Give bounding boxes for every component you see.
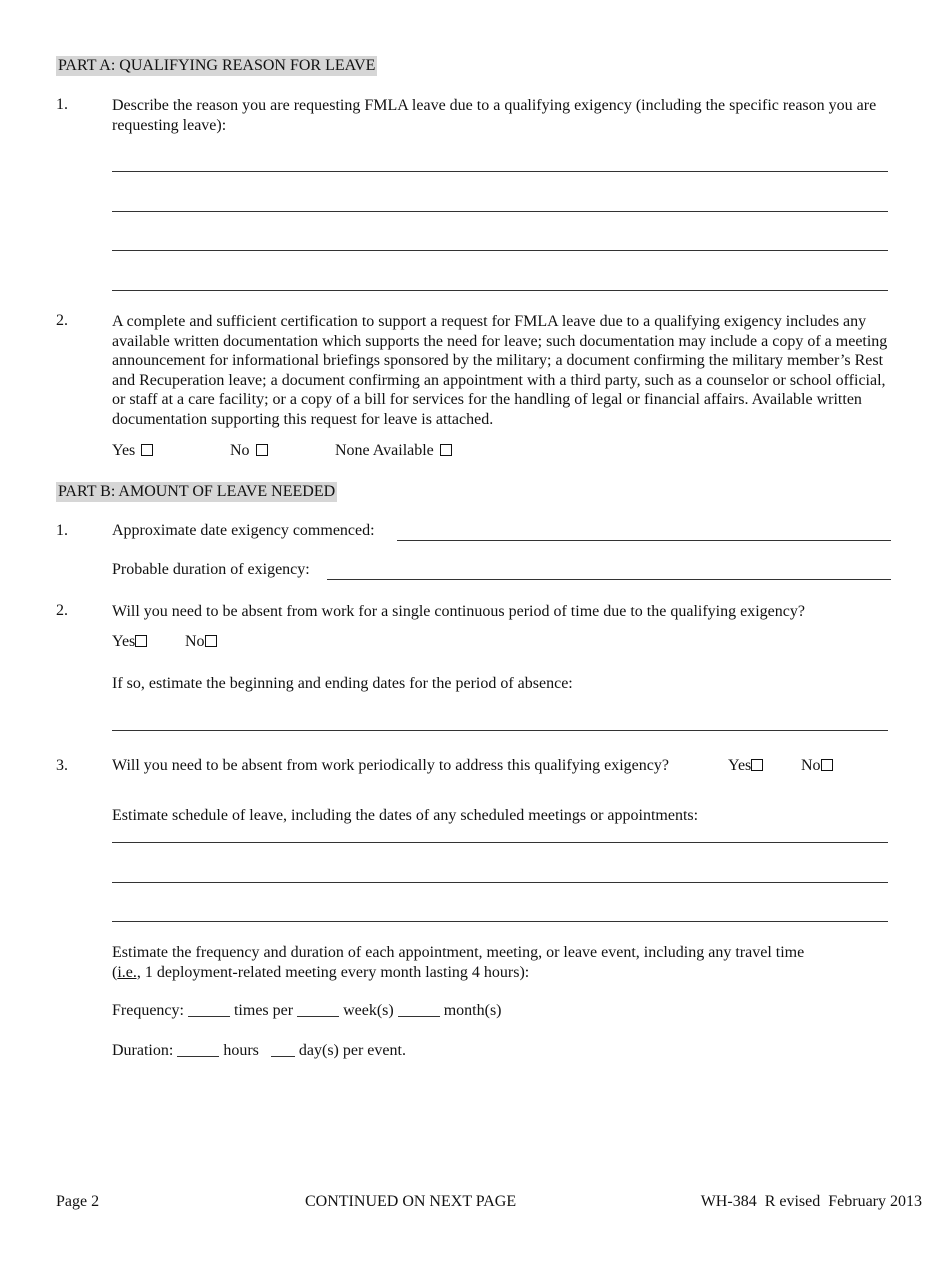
date-commenced-label: Approximate date exigency commenced:: [112, 522, 375, 539]
months-label: month(s): [443, 1002, 502, 1019]
frequency-row: [112, 1002, 502, 1020]
absence-dates-prompt: If so, estimate the beginning and ending dates for the period of absence:: [112, 675, 573, 692]
part-a-q2-text: A complete and sufficient certification to support a request for FMLA leave due to a qualifying exigency includes any available written documentation which supports the need for leave; such documentation may include a copy of a meeting announcement for informational briefings sponsored by the military; a document confirming the military member’s Rest and Recuperation leave; a document confirming an appointment with a third party, such as a counselor or school official, or staff at a care facility; or a copy of a bill for services for the handling of legal or financial affairs. Available written documentation supporting this request for leave is attached.: [112, 313, 888, 428]
no-checkbox[interactable]: [256, 444, 268, 456]
times-field[interactable]: [188, 1002, 230, 1017]
frequency-intro: Estimate the frequency and duration of each appointment, meeting, or leave event, including any travel time: [112, 944, 805, 961]
documentation-none-option[interactable]: [335, 442, 452, 460]
continuous-no-option[interactable]: [185, 633, 217, 651]
yes-checkbox[interactable]: [135, 635, 147, 647]
part-a-q1-text: Describe the reason you are requesting FMLA leave due to a qualifying exigency (including the specific reason you are requesting leave):: [112, 97, 877, 134]
documentation-yes-option[interactable]: [112, 442, 153, 460]
absence-dates-field[interactable]: [112, 730, 888, 731]
answer-line[interactable]: [112, 171, 888, 172]
part-b-q2-number: 2.: [56, 602, 68, 619]
date-commenced-field[interactable]: [397, 540, 891, 541]
no-label: No: [801, 757, 821, 774]
page-number: Page 2: [56, 1193, 100, 1210]
continued-notice: CONTINUED ON NEXT PAGE: [305, 1193, 517, 1210]
answer-line[interactable]: [112, 211, 888, 212]
schedule-line[interactable]: [112, 882, 888, 883]
none-available-checkbox[interactable]: [440, 444, 452, 456]
yes-label: Yes: [728, 757, 752, 774]
yes-checkbox[interactable]: [141, 444, 153, 456]
no-checkbox[interactable]: [821, 759, 833, 771]
probable-duration-label: Probable duration of exigency:: [112, 561, 310, 578]
part-a-header: PART A: QUALIFYING REASON FOR LEAVE: [58, 57, 376, 74]
frequency-prompt: Estimate the frequency and duration of each appointment, meeting, or leave event, including any travel time (i.e., 1 deployment-related meeting every month lasting 4 hours):: [112, 944, 805, 981]
documentation-no-option[interactable]: [230, 442, 268, 460]
days-label: day(s) per event.: [298, 1042, 406, 1059]
form-id: WH-384 R evised February 2013: [700, 1193, 922, 1210]
periodic-yes-option[interactable]: [728, 757, 763, 775]
frequency-label: Frequency:: [112, 1002, 184, 1019]
times-per-label: times per: [233, 1002, 294, 1019]
hours-label: hours: [223, 1042, 259, 1059]
none-available-label: None Available: [335, 442, 434, 459]
part-b-q3-number: 3.: [56, 757, 68, 774]
weeks-field[interactable]: [297, 1002, 339, 1017]
no-checkbox[interactable]: [205, 635, 217, 647]
part-a-q2-number: 2.: [56, 312, 68, 329]
yes-checkbox[interactable]: [751, 759, 763, 771]
answer-line[interactable]: [112, 290, 888, 291]
months-field[interactable]: [398, 1002, 440, 1017]
yes-label: Yes: [112, 442, 136, 459]
no-label: No: [230, 442, 250, 459]
weeks-label: week(s): [343, 1002, 394, 1019]
date-commenced-row: [112, 522, 375, 540]
part-b-q1-number: 1.: [56, 522, 68, 539]
probable-duration-field[interactable]: [327, 579, 891, 580]
periodic-no-option[interactable]: [801, 757, 833, 775]
hours-field[interactable]: [177, 1042, 219, 1057]
answer-line[interactable]: [112, 250, 888, 251]
schedule-line[interactable]: [112, 842, 888, 843]
duration-label: Duration:: [112, 1042, 174, 1059]
duration-row: [112, 1042, 406, 1060]
ie-abbrev: i.e.,: [117, 963, 141, 981]
no-label: No: [185, 633, 205, 650]
part-b-header: PART B: AMOUNT OF LEAVE NEEDED: [58, 483, 336, 500]
schedule-prompt: Estimate schedule of leave, including the dates of any scheduled meetings or appointments:: [112, 807, 699, 824]
days-field[interactable]: [271, 1042, 295, 1057]
part-b-q2-text: Will you need to be absent from work for a single continuous period of time due to the qualifying exigency?: [112, 603, 805, 620]
schedule-line[interactable]: [112, 921, 888, 922]
continuous-yes-option[interactable]: [112, 633, 147, 651]
part-b-q3-text: Will you need to be absent from work periodically to address this qualifying exigency?: [112, 757, 669, 774]
part-a-q1-number: 1.: [56, 96, 68, 113]
probable-duration-row: [112, 561, 310, 579]
yes-label: Yes: [112, 633, 136, 650]
frequency-example: 1 deployment-related meeting every month lasting 4 hours):: [140, 963, 530, 981]
